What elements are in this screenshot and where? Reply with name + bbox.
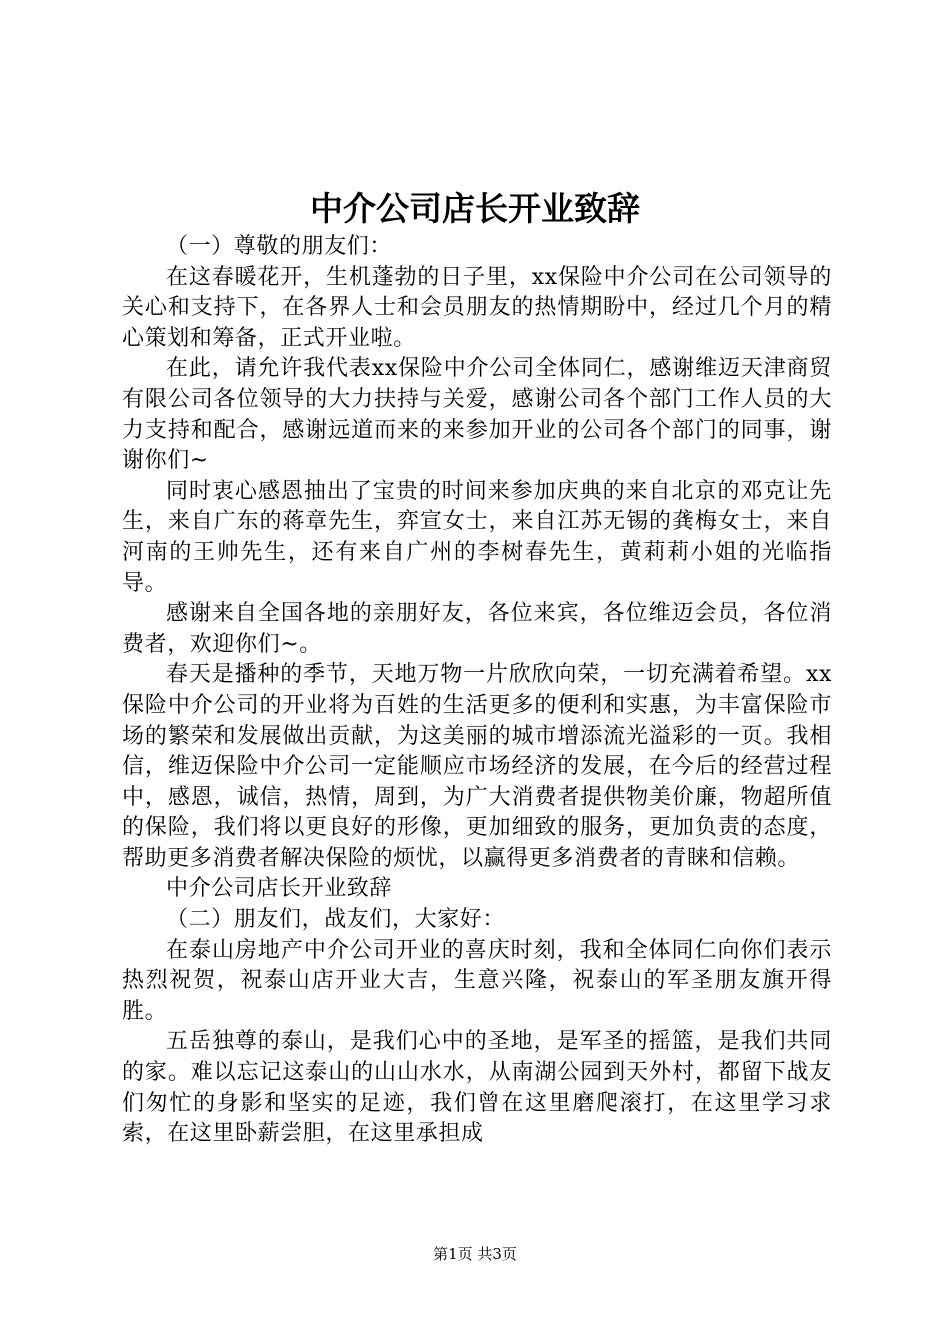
paragraph: 感谢来自全国各地的亲朋好友，各位来宾，各位维迈会员，各位消费者，欢迎你们~。: [122, 601, 832, 657]
page-footer: 第1页 共3页: [433, 1245, 517, 1263]
paragraph-salutation-1: （一）尊敬的朋友们：: [166, 234, 393, 259]
paragraph: 在泰山房地产中介公司开业的喜庆时刻，我和全体同仁向你们表示热烈祝贺，祝泰山店开业大吉，生意兴隆，祝泰山的军圣朋友旗开得胜。: [122, 937, 832, 1024]
section-heading: 中介公司店长开业致辞: [166, 876, 393, 902]
page-title: 中介公司店长开业致辞: [310, 189, 640, 228]
paragraph: 在这春暖花开，生机蓬勃的日子里，xx保险中介公司在公司领导的关心和支持下，在各界人士和会员朋友的热情期盼中，经过几个月的精心策划和筹备，正式开业啦。: [122, 264, 832, 351]
paragraph: 五岳独尊的泰山，是我们心中的圣地，是军圣的摇篮，是我们共同的家。难以忘记这泰山的山山水水，从南湖公园到天外村，都留下战友们匆忙的身影和坚实的足迹，我们曾在这里磨爬滚打，在这里学习求索，在这里卧薪尝胆，在这里承担成: [122, 1029, 832, 1147]
paragraph: 春天是播种的季节，天地万物一片欣欣向荣，一切充满着希望。xx保险中介公司的开业将为百姓的生活更多的便利和实惠，为丰富保险市场的繁荣和发展做出贡献，为这美丽的城市增添流光溢彩的一页。我相信，维迈保险中介公司一定能顺应市场经济的发展，在今后的经营过程中，感恩，诚信，热情，周到，为广大消费者提供物美价廉，物超所值的保险，我们将以更良好的形像，更加细致的服务，更加负责的态度，帮助更多消费者解决保险的烦忧，以赢得更多消费者的青睐和信赖。: [122, 662, 832, 871]
paragraph: 同时衷心感恩抽出了宝贵的时间来参加庆典的来自北京的邓克让先生，来自广东的蒋章先生，弈宣女士，来自江苏无锡的龚梅女士，来自河南的王帅先生，还有来自广州的李树春先生，黄莉莉小姐的光临指导。: [122, 478, 832, 596]
document-body: [122, 232, 832, 1150]
paragraph: 在此，请允许我代表xx保险中介公司全体同仁，感谢维迈天津商贸有限公司各位领导的大力扶持与关爱，感谢公司各个部门工作人员的大力支持和配合，感谢远道而来的来参加开业的公司各个部门的同事，谢谢你们~: [122, 356, 832, 474]
paragraph-salutation-2: （二）朋友们，战友们，大家好：: [166, 907, 506, 933]
